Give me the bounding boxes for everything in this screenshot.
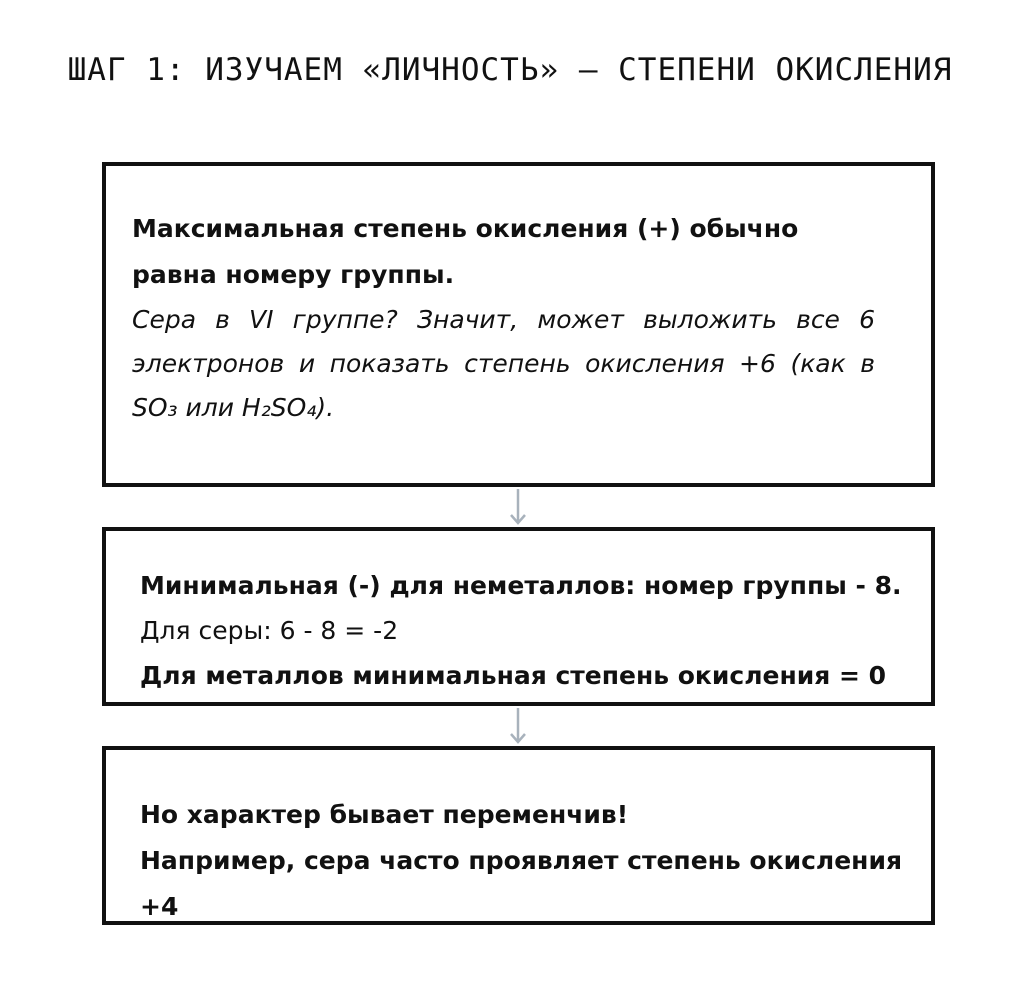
arrow-down-icon bbox=[508, 706, 528, 746]
max-oxidation-heading: Максимальная степень окисления (+) обычно равна номеру группы. bbox=[132, 214, 799, 289]
sulfur-min-example: Для серы: 6 - 8 = -2 bbox=[140, 616, 399, 645]
max-oxidation-box bbox=[102, 162, 935, 487]
arrow-down-icon bbox=[508, 487, 528, 527]
min-oxidation-heading: Минимальная (-) для неметаллов: номер группы - 8. bbox=[140, 571, 902, 600]
sulfur-max-example: Сера в VI группе? Значит, может выложить все 6 электронов и показать степень окисления +6 (как в SO₃ или H₂SO₄). bbox=[132, 305, 875, 422]
min-oxidation-box bbox=[102, 527, 935, 706]
metals-min-note: Для металлов минимальная степень окисления = 0 bbox=[140, 661, 887, 690]
variable-character-line: Но характер бывает переменчив! bbox=[140, 800, 629, 829]
variable-character-box bbox=[102, 746, 935, 925]
sulfur-plus-four-line: Например, сера часто проявляет степень окисления +4 bbox=[140, 846, 903, 921]
page-title: ШАГ 1: ИЗУЧАЕМ «ЛИЧНОСТЬ» – СТЕПЕНИ ОКИСЛЕНИЯ bbox=[67, 52, 953, 88]
